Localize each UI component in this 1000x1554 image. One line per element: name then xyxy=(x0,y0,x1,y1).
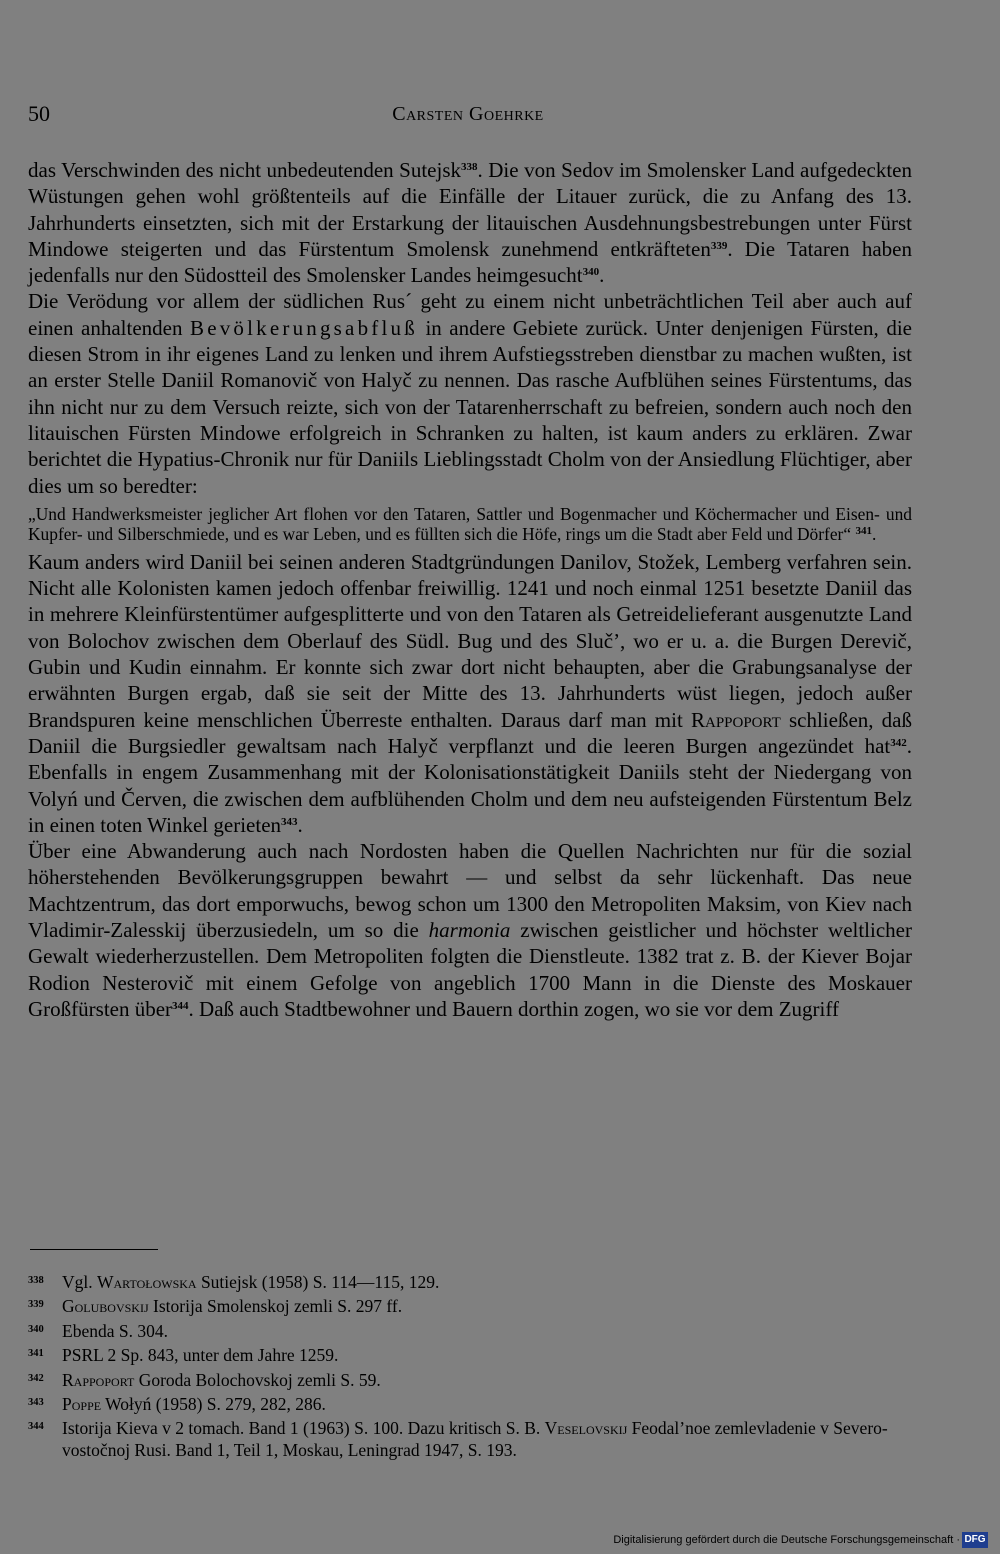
digitization-credit: Digitalisierung gefördert durch die Deutsche Forschungsgemeinschaft · xyxy=(613,1534,960,1546)
text-run: . Die Tataren haben jedenfalls nur den Südostteil des Smolensker Landes heimgesucht xyxy=(28,236,913,288)
footnote-ref-338[interactable]: 338 xyxy=(461,161,478,173)
footnote xyxy=(28,1321,912,1345)
footnote-ref-342[interactable]: 342 xyxy=(890,736,907,749)
paragraph-4 xyxy=(28,838,912,1022)
footnote xyxy=(28,1345,912,1369)
footnote-body: Istorija Smolenskoj zemli S. 297 ff. xyxy=(148,1296,403,1317)
running-head: Carsten Goehrke xyxy=(392,103,544,125)
text-run: Die Verödung vor allem der südlichen Rus´ geht zu einem nicht unbeträchtlichen Teil aber auch auf einen anhaltenden xyxy=(28,289,912,340)
footnote-ref-340[interactable]: 340 xyxy=(582,266,600,279)
text-run: zwischen geistlicher und höchster weltlicher Gewalt wiederherzustellen. Dem Metropoliten folgten die Dienstleute. 1382 trat z. B. der Kiever Bojar Rodion Nesterovič mit einem Gefolge von angeblich 1700 Mann in die Dienste des Moskauer Großfürsten über xyxy=(28,918,912,1021)
footnote-number: 341 xyxy=(28,1348,44,1360)
footnote-body: Feodal’noe zemlevladenie v Severo-vostočnoj Rusi. Band 1, Teil 1, Moskau, Leningrad 1947, S. 193. xyxy=(62,1418,888,1460)
footnote-text xyxy=(62,1418,912,1461)
footnote xyxy=(28,1418,912,1461)
italic-term: harmonia xyxy=(428,918,511,943)
text-run: schließen, daß Daniil die Burgsiedler gewaltsam nach Halyč verpflanzt und die leeren Burgen angezündet hat xyxy=(28,707,912,758)
paragraph-2 xyxy=(28,288,912,498)
footnote-ref-344[interactable]: 344 xyxy=(172,999,189,1012)
paragraph-3 xyxy=(28,549,912,838)
text-run: . Ebenfalls in engem Zusammenhang mit der Kolonisationstätigkeit Daniils steht der Niedergang von Volyń und Červen, die zwischen dem aufblühenden Cholm und dem neu aufsteigenden Fürstentum Belz in einen toten Winkel gerieten xyxy=(28,733,912,837)
text-run: . xyxy=(599,263,605,288)
footnote-text xyxy=(62,1321,912,1342)
footnote-text xyxy=(62,1272,912,1293)
footnotes xyxy=(28,1272,912,1461)
footnote-number: 342 xyxy=(28,1372,44,1384)
footnote-divider xyxy=(30,1249,158,1250)
footnote-body: PSRL 2 Sp. 843, unter dem Jahre 1259. xyxy=(62,1345,339,1366)
dfg-logo: DFG xyxy=(962,1532,988,1548)
footnote xyxy=(28,1370,912,1394)
footnote-number: 338 xyxy=(28,1275,44,1286)
quote-text: „Und Handwerksmeister jeglicher Art flohen vor den Tataren, Sattler und Bogenmacher und Köchermacher und Eisen- und Kupfer- und Silberschmiede, und es war Leben, und es füllten sich die Höfe, rings um die Stadt aber Feld und Dörfer“ xyxy=(28,503,912,545)
paragraph-1 xyxy=(28,157,912,288)
footnote xyxy=(28,1394,912,1418)
footnote-body: Ebenda S. 304. xyxy=(62,1320,168,1341)
footnote-text xyxy=(62,1394,912,1415)
text-run: . xyxy=(871,524,877,545)
footnote-author: Poppe xyxy=(62,1394,102,1415)
text-run: . Daß auch Stadtbewohner und Bauern dorthin zogen, wo sie vor dem Zugriff xyxy=(188,996,839,1021)
footnote xyxy=(28,1272,912,1296)
footnote-author: Veselovskij xyxy=(544,1418,628,1439)
footnote-number: 339 xyxy=(28,1299,44,1311)
author-name: Rappoport xyxy=(690,707,781,732)
text-run: in andere Gebiete zurück. Unter denjenigen Fürsten, die diesen Strom in ihr eigenes Land zu lenken und ihrem Aufstiegsstreben dienstbar zu machen wußten, ist an erster Stelle Daniil Romanovič von Halyč zu nennen. Das rasche Aufblühen seines Fürstentums, das ihn nicht nur zu dem Versuch reizte, sich von der Tatarenherrschaft zu befreien, sondern auch noch den litauischen Fürsten Mindowe erfolgreich in Schranken zu halten, ist kaum anders zu erklären. Zwar berichtet die Hypatius-Chronik nur für Daniils Lieblingsstadt Cholm von der Ansiedlung Flüchtiger, aber dies um so beredter: xyxy=(28,315,912,498)
footnote-text xyxy=(62,1296,912,1317)
footnote-text xyxy=(62,1370,912,1391)
footnote-number: 343 xyxy=(28,1397,44,1409)
text-run: . xyxy=(297,812,303,837)
text-run: . Die von Sedov im Smolensker Land aufgedeckten Wüstungen gehen wohl größtenteils auf die Einfälle der Litauer zurück, die zu Anfang des 13. Jahrhunderts einsetzten, sich mit der Erstarkung der litauischen Ausdehnungsbestrebungen unter Fürst Mindowe steigerten und das Fürstentum Smolensk zunehmend entkräfteten xyxy=(28,158,912,261)
text-run: Über eine Abwanderung auch nach Nordosten haben die Quellen Nachrichten nur für die sozial höherstehenden Bevölkerungsgruppen bewahrt — und selbst da sehr lückenhaft. Das neue Machtzentrum, das dort emporwuchs, bewog schon um 1300 den Metropoliten Maksim, von Kiev nach Vladimir-Zalesskij überzusiedeln, um so die xyxy=(28,839,912,943)
footnote-author: Rappoport xyxy=(62,1369,135,1390)
text-run: das Verschwinden des nicht unbedeutenden Sutejsk xyxy=(28,158,462,182)
footnote-number: 340 xyxy=(28,1323,44,1335)
footnote-author: Golubovskij xyxy=(62,1296,149,1317)
footnote-ref-343[interactable]: 343 xyxy=(281,815,298,828)
footnote-number: 344 xyxy=(28,1421,44,1433)
footnote-ref-339[interactable]: 339 xyxy=(710,239,728,252)
body-text xyxy=(28,157,912,1022)
footnote xyxy=(28,1296,912,1320)
footnote-body: Goroda Bolochovskoj zemli S. 59. xyxy=(134,1369,381,1390)
footnote-body: Wołyń (1958) S. 279, 282, 286. xyxy=(101,1394,326,1415)
text-run: Kaum anders wird Daniil bei seinen anderen Stadtgründungen Danilov, Stožek, Lemberg verfahren sein. Nicht alle Kolonisten kamen jedoch offenbar freiwillig. 1241 und noch einmal 1251 besetzte Daniil das in mehrere Kleinfürstentümer aufgesplitterte und von den Tataren als Getreidelieferant ausgenutzte Land von Bolochov zwischen dem Oberlauf des Südl. Bug und des Sluč’, wo er u. a. die Burgen Derevič, Gubin und Kudin einnahm. Er konnte sich zwar dort nicht behaupten, aber die Grabungsanalyse der erwähnten Burgen ergab, daß sie seit der Mitte des 13. Jahrhunderts wüst liegen, jedoch außer Brandspuren keine menschlichen Überreste enthalten. Daraus darf man mit xyxy=(28,549,912,732)
page-number: 50 xyxy=(28,101,50,126)
footnote-author: Wartołowska xyxy=(97,1272,197,1292)
spaced-emphasis: Bevölkerungsabfluß xyxy=(190,315,418,340)
footnote-prefix: Vgl. xyxy=(62,1272,97,1292)
block-quote xyxy=(28,504,912,545)
footnote-text xyxy=(62,1345,912,1366)
footnote-ref-341[interactable]: 341 xyxy=(855,525,872,538)
footnote-prefix: Istorija Kieva v 2 tomach. Band 1 (1963) S. 100. Dazu kritisch S. B. xyxy=(62,1418,545,1439)
footnote-body: Sutiejsk (1958) S. 114—115, 129. xyxy=(196,1272,440,1292)
